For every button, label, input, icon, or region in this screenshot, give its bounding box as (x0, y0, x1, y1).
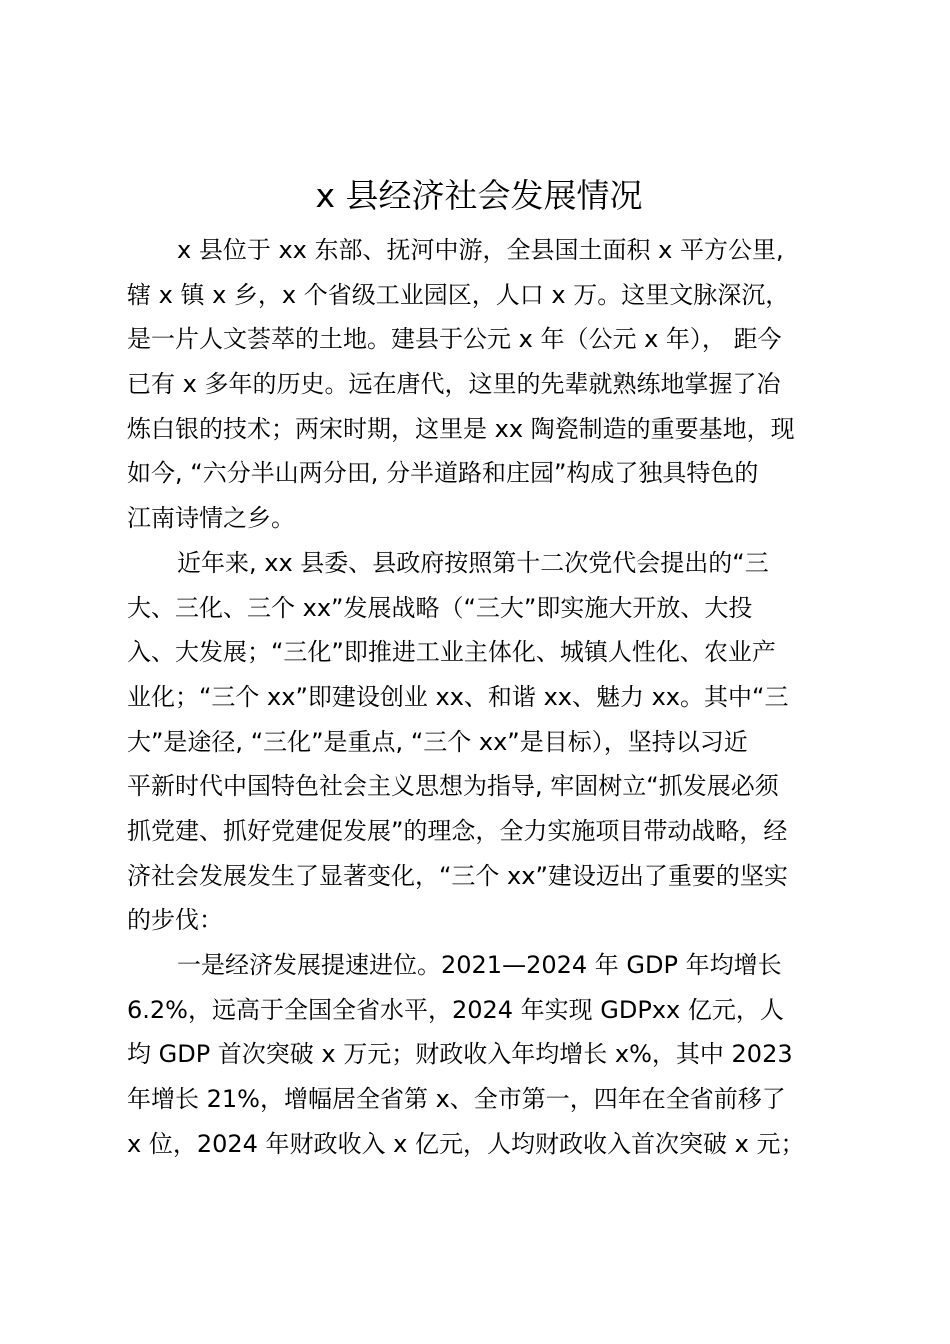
text-line: 辖 x 镇 x 乡，x 个省级工业园区，人口 x 万。这里文脉深沉， (127, 280, 790, 309)
text-line: 江南诗情之乡。 (127, 504, 295, 533)
text-line: 抓党建、抓好党建促发展”的理念，全力实施项目带动战略，经 (127, 816, 788, 845)
text-line: 均 GDP 首次突破 x 万元；财政收入年均增长 x%，其中 2023 (127, 1040, 793, 1069)
text-line: 大、三化、三个 xx”发展战略（“三大”即实施大开放、大投 (127, 593, 753, 622)
text-line: 6.2%，远高于全国全省水平，2024 年实现 GDPxx 亿元，人 (127, 995, 784, 1024)
text-line: 大”是途径, “三化”是重点, “三个 xx”是目标），坚持以习近 (127, 727, 748, 756)
document-title: x 县经济社会发展情况 (315, 176, 643, 215)
text-line: 济社会发展发生了显著变化，“三个 xx”建设迈出了重要的坚实 (127, 861, 788, 890)
text-line: 近年来, xx 县委、县政府按照第十二次党代会提出的“三 (177, 548, 769, 577)
text-line: 炼白银的技术；两宋时期，这里是 xx 陶瓷制造的重要基地，现 (127, 414, 795, 443)
paragraph-economy (127, 943, 832, 1166)
text-line: 业化；“三个 xx”即建设创业 xx、和谐 xx、魅力 xx。其中“三 (127, 682, 789, 711)
paragraph-strategy (127, 541, 832, 943)
text-line: 已有 x 多年的历史。远在唐代，这里的先辈就熟练地掌握了冶 (127, 370, 781, 399)
text-line: 一是经济发展提速进位。2021—2024 年 GDP 年均增长 (177, 951, 782, 979)
text-line: 是一片人文荟萃的土地。建县于公元 x 年（公元 x 年）， 距今 (127, 325, 782, 354)
text-line: 平新时代中国特色社会主义思想为指导, 牢固树立“抓发展必须 (127, 772, 779, 801)
text-line: 年增长 21%，增幅居全省第 x、全市第一，四年在全省前移了 (127, 1085, 786, 1114)
text-line: x 位，2024 年财政收入 x 亿元，人均财政收入首次突破 x 元； (127, 1129, 805, 1158)
text-line: 如今, “六分半山两分田, 分半道路和庄园”构成了独具特色的 (127, 459, 759, 488)
text-line: x 县位于 xx 东部、抚河中游，全县国土面积 x 平方公里, (177, 236, 784, 264)
document-body (127, 228, 832, 1166)
text-line: 的步伐： (127, 906, 223, 935)
paragraph-location (127, 228, 832, 541)
text-line: 入、大发展；“三化”即推进工业主体化、城镇人性化、农业产 (127, 638, 776, 667)
